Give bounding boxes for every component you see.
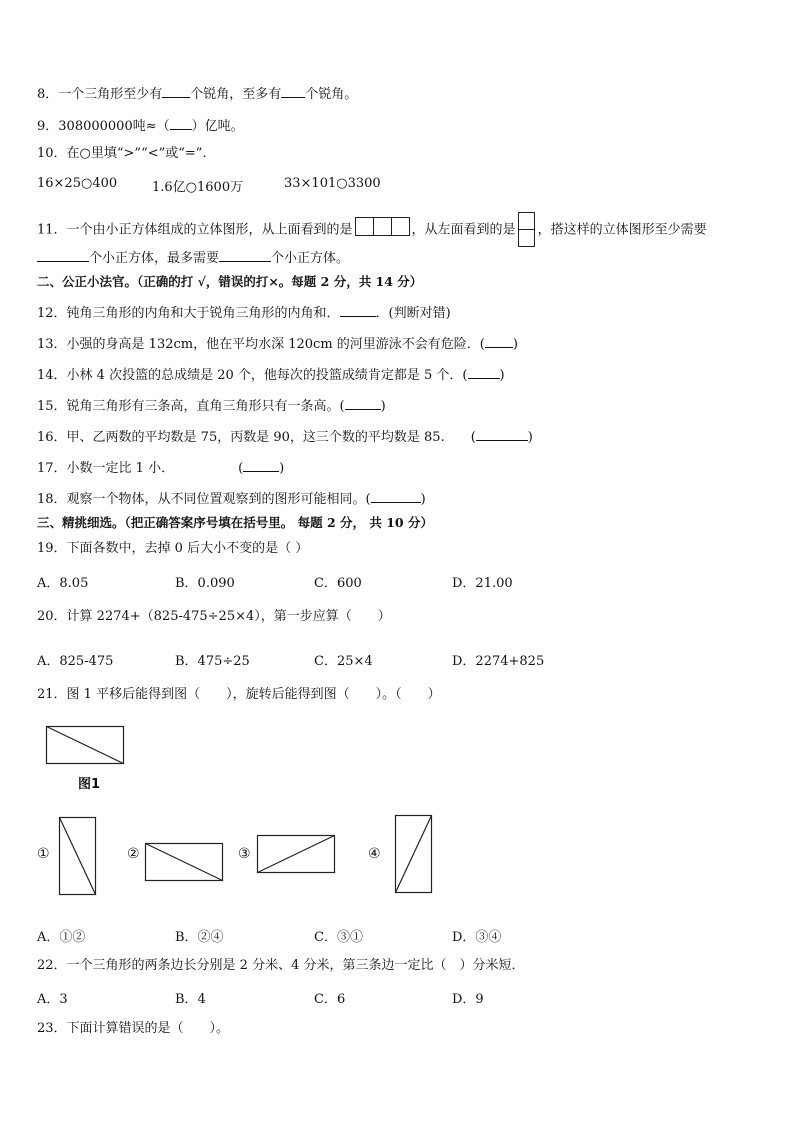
q13-blank[interactable] (485, 333, 513, 348)
question-22: 22．一个三角形的两条边长分别是 2 分米、4 分米，第三条边一定比（ ）分米短． (37, 958, 525, 973)
q18-text-b: ) (420, 492, 426, 507)
fig-num-1: ① (37, 846, 50, 862)
top-view-figure (355, 217, 410, 243)
q11-blank-max[interactable] (219, 247, 271, 262)
q16-paren-close: ) (527, 430, 533, 445)
q11-text-a: 11．一个由小正方体组成的立体图形，从上面看到的是 (37, 222, 353, 238)
q10-item-3: 33×101○3300 (284, 176, 381, 191)
q8-text-a: 8．一个三角形至少有 (37, 87, 163, 102)
question-13 (37, 333, 518, 354)
q10-text: 10．在○里填“>”“<”或“=”． (37, 146, 216, 161)
q16-paren-open: ( (470, 430, 476, 445)
q17-text-a: 17．小数一定比 1 小． (37, 461, 175, 476)
q20-option-d[interactable]: D．2274+825 (452, 654, 545, 669)
q16-blank[interactable] (476, 426, 528, 441)
q9-blank[interactable] (170, 115, 192, 130)
q10-item-1: 16×25○400 (37, 176, 118, 191)
question-10 (37, 145, 215, 163)
question-16 (37, 426, 533, 447)
q20-option-a[interactable]: A．825-475 (37, 654, 114, 669)
question-11-line-2 (37, 247, 349, 268)
q11-text-d: 个小正方体，最多需要 (89, 251, 220, 266)
question-9 (37, 115, 244, 136)
left-view-squares (518, 212, 536, 248)
q10-item-2: 1.6亿○1600万 (152, 180, 244, 195)
q13-text-a: 13．小强的身高是 132cm，他在平均水深 120cm 的河里游泳不会有危险．( (37, 337, 485, 352)
q14-text-b: ) (499, 368, 505, 383)
q19-option-c[interactable]: C．600 (314, 576, 362, 591)
q21-option-c[interactable]: C．③① (314, 930, 363, 945)
q18-blank[interactable] (371, 488, 421, 503)
q12-text-b: ．(判断对错) (375, 306, 451, 321)
question-15 (37, 395, 386, 416)
figure-1-label: 图1 (78, 777, 101, 792)
q22-option-c[interactable]: C．6 (314, 992, 346, 1007)
section-3-heading: 三、精挑细选。（把正确答案序号填在括号里。 每题 2 分， 共 10 分） (37, 515, 433, 530)
q11-text-c: ，搭这样的立体图形至少需要 (537, 222, 707, 238)
q14-text-a: 14．小林 4 次投篮的总成绩是 20 个，他每次的投篮成绩肯定都是 5 个．( (37, 368, 468, 383)
q19-option-a[interactable]: A．8.05 (37, 576, 89, 591)
fig-num-2: ② (127, 846, 140, 862)
q19-option-b[interactable]: B．0.090 (175, 576, 235, 591)
question-11-line-1 (37, 212, 707, 248)
figure-option-4 (395, 815, 433, 895)
q17-paren-open: ( (238, 461, 244, 476)
q12-text-a: 12．钝角三角形的内角和大于锐角三角形的内角和． (37, 306, 340, 321)
q12-blank[interactable] (340, 302, 376, 317)
q9-text-a: 9．308000000吨≈（ (37, 119, 170, 134)
q21-option-a[interactable]: A．①② (37, 930, 86, 945)
question-19: 19．下面各数中，去掉 0 后大小不变的是（ ） (37, 541, 309, 556)
q8-blank-2[interactable] (281, 83, 305, 98)
q22-option-d[interactable]: D．9 (452, 992, 484, 1007)
figure-1-rectangle (46, 726, 126, 766)
q14-blank[interactable] (468, 364, 500, 379)
top-view-squares (355, 217, 410, 237)
left-view-figure (518, 212, 536, 248)
q8-blank-1[interactable] (162, 83, 190, 98)
q17-blank[interactable] (243, 457, 279, 472)
q15-blank[interactable] (345, 395, 381, 410)
q15-text-b: ) (380, 399, 386, 414)
q21-option-b[interactable]: B．②④ (175, 930, 224, 945)
q22-option-b[interactable]: B．4 (175, 992, 206, 1007)
question-12 (37, 302, 451, 323)
question-20: 20．计算 2274+（825-475÷25×4），第一步应算（ ） (37, 609, 391, 624)
q11-text-e: 个小正方体。 (271, 251, 350, 266)
q8-text-b: 个锐角，至多有 (190, 87, 282, 102)
figure-option-3 (257, 835, 337, 875)
q18-text-a: 18．观察一个物体，从不同位置观察到的图形可能相同。( (37, 492, 371, 507)
question-23: 23．下面计算错误的是（ ）。 (37, 1021, 230, 1036)
q11-text-b: ，从左面看到的是 (411, 222, 516, 238)
question-17 (37, 457, 284, 478)
section-2-heading: 二、公正小法官。（正确的打 √，错误的打×。每题 2 分，共 14 分） (37, 274, 423, 289)
q8-text-c: 个锐角。 (305, 87, 358, 102)
figure-option-1 (59, 817, 97, 897)
q11-blank-min[interactable] (37, 247, 89, 262)
question-21: 21．图 1 平移后能得到图（ ），旋转后能得到图（ ）。（ ） (37, 687, 441, 702)
q17-paren-close: ) (279, 461, 285, 476)
q21-option-d[interactable]: D．③④ (452, 930, 502, 945)
q13-text-b: ) (512, 337, 518, 352)
q15-text-a: 15．锐角三角形有三条高，直角三角形只有一条高。( (37, 399, 345, 414)
q9-text-b: ）亿吨。 (191, 119, 244, 134)
q16-text-a: 16．甲、乙两数的平均数是 75，丙数是 90，这三个数的平均数是 85. (37, 430, 445, 445)
fig-num-4: ④ (368, 846, 381, 862)
question-8 (37, 83, 357, 104)
q22-option-a[interactable]: A．3 (37, 992, 68, 1007)
question-18 (37, 488, 426, 509)
figure-option-2 (145, 843, 225, 883)
q20-option-b[interactable]: B．475÷25 (175, 654, 250, 669)
q19-option-d[interactable]: D．21.00 (452, 576, 513, 591)
q20-option-c[interactable]: C．25×4 (314, 654, 373, 669)
fig-num-3: ③ (238, 846, 251, 862)
question-14 (37, 364, 505, 385)
